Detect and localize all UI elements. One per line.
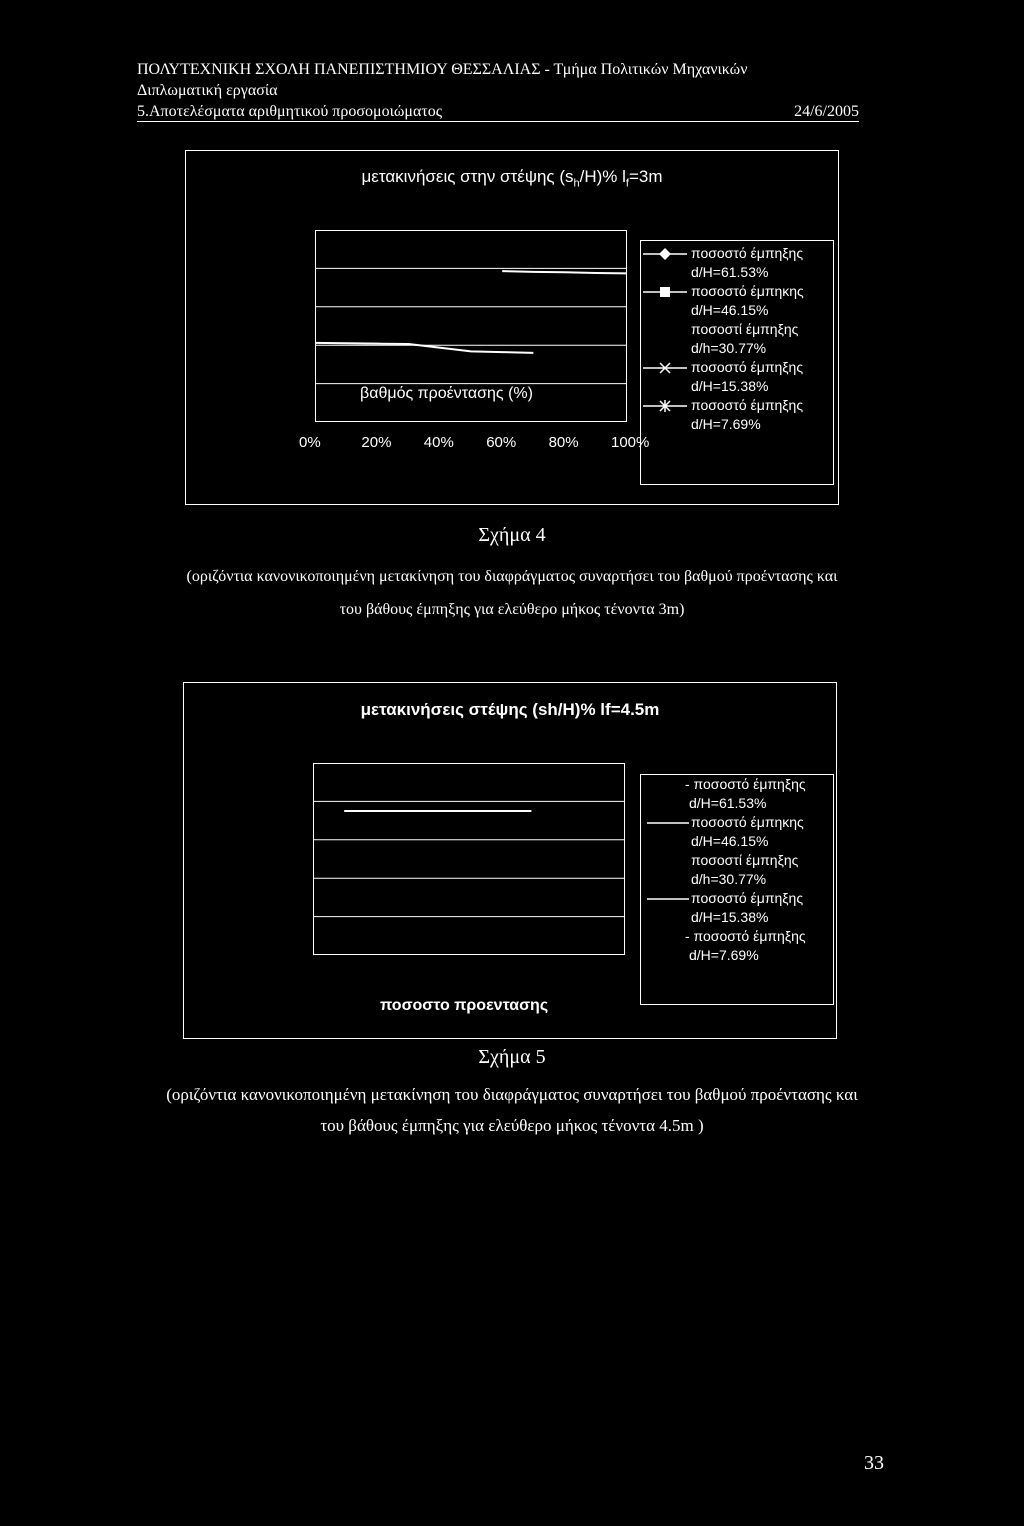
- chart-1-x-tick: 60%: [486, 434, 517, 451]
- figure-5-number: Σχήμα 5: [478, 1046, 546, 1068]
- chart-1-legend-item: ποσοστό έμπηκης d/H=46.15%: [641, 282, 833, 320]
- chart-2-x-label: ποσοστο προεντασης: [380, 997, 549, 1014]
- chart-2-legend-item: - ποσοστό έμπηξης d/H=7.69%: [685, 928, 806, 963]
- figure-4-caption-line-2: του βάθους έμπηξης για ελεύθερο μήκος τένοντα 3m): [339, 601, 685, 618]
- chart-2-legend-item: ποσοστί έμπηξης d/h=30.77%: [691, 852, 799, 887]
- figure-4-number: Σχήμα 4: [478, 524, 546, 546]
- chart-1-legend-item: ποσοστί έμπηξης d/h=30.77%: [691, 321, 799, 356]
- header-date: 24/6/2005: [794, 103, 859, 120]
- header-section: 5.Αποτελέσματα αριθμητικού προσομοιώματος: [137, 103, 443, 120]
- figure-5-caption-line-1: (οριζόντια κανονικοποιημένη μετακίνηση του διαφράγματος συναρτήσει του βαθμού προέντασης και: [166, 1085, 858, 1104]
- figure-4-caption-line-1: (οριζόντια κανονικοποιημένη μετακίνηση του διαφράγματος συναρτήσει του βαθμού προέντασης και: [186, 568, 838, 585]
- chart-1-x-label: βαθμός προέντασης (%): [360, 385, 533, 402]
- chart-1-x-tick: 20%: [361, 434, 392, 451]
- chart-1-legend-item: ποσοστό έμπηξης d/H=61.53%: [641, 244, 833, 282]
- chart-2-legend-item: - ποσοστό έμπηξης d/H=61.53%: [685, 776, 806, 811]
- header-doc-type: Διπλωματική εργασία: [137, 82, 278, 99]
- chart-1-x-tick: 0%: [299, 434, 321, 451]
- chart-1-title: μετακινήσεις στην στέψης $(s_h/H)\%$ $l_f=3m$: [361, 167, 663, 190]
- chart-1-x-tick: 100%: [611, 434, 650, 451]
- page-number: 33: [864, 1452, 884, 1474]
- chart-1-x-tick: 80%: [548, 434, 579, 451]
- header-institution: ΠΟΛΥΤΕΧΝΙΚΗ ΣΧΟΛΗ ΠΑΝΕΠΙΣΤΗΜΙΟΥ ΘΕΣΣΑΛΙΑΣ - Τμήμα Πολιτικών Μηχανικών: [137, 61, 748, 78]
- chart-2-legend-item: ποσοστό έμπηξης d/H=15.38%: [641, 889, 833, 927]
- figure-5-caption-line-2: του βάθους έμπηξης για ελεύθερο μήκος τένοντα 4.5m ): [320, 1116, 704, 1135]
- chart-2-legend-item: ποσοστό έμπηκης d/H=46.15%: [641, 813, 833, 851]
- chart-1-legend-item: ποσοστό έμπηξης d/H=15.38%: [641, 358, 833, 396]
- chart-1-x-tick: 40%: [423, 434, 454, 451]
- chart-1-legend-item: ποσοστό έμπηξης d/H=7.69%: [641, 396, 833, 434]
- chart-2-title: μετακινήσεις στέψης (sh/H)% lf=4.5m: [360, 700, 660, 719]
